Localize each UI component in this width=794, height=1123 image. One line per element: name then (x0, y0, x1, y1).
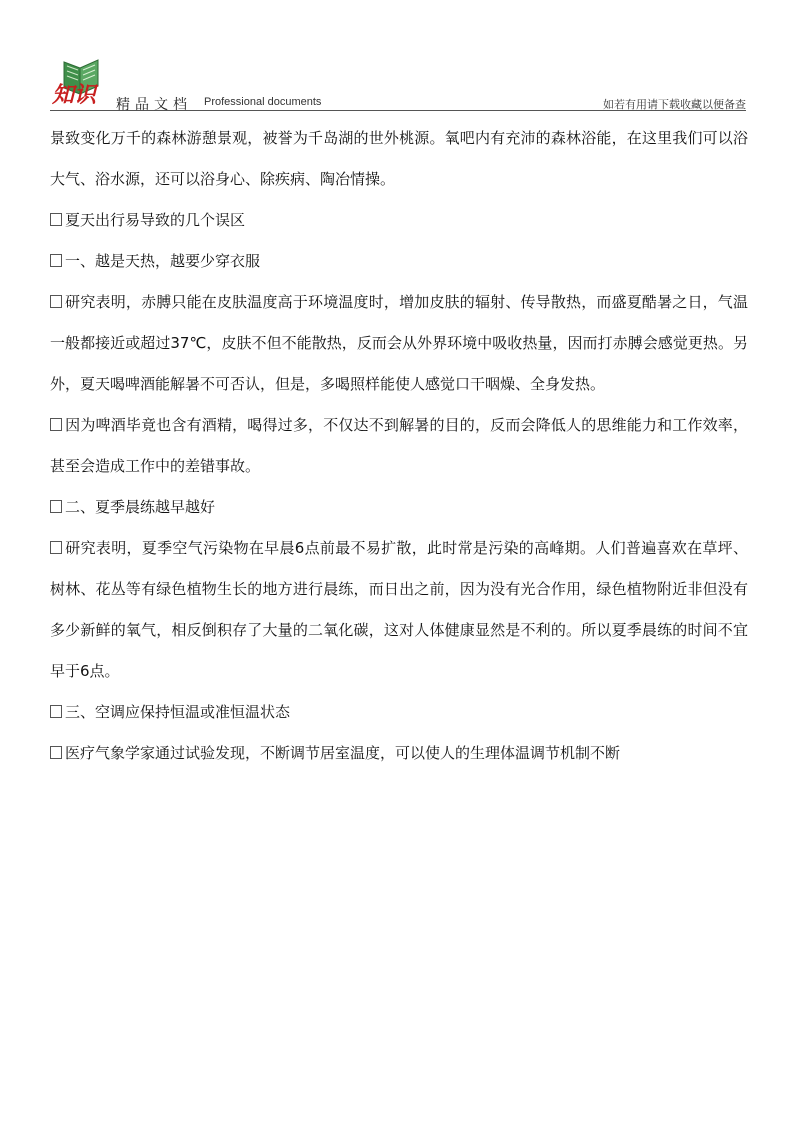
brand-subtitle: Professional documents (204, 96, 322, 108)
placeholder-box-icon (50, 295, 62, 308)
paragraph: 景致变化万千的森林游憩景观，被誉为千岛湖的世外桃源。氧吧内有充沛的森林浴能，在这里我们可以浴大气、浴水源，还可以浴身心、除疾病、陶冶情操。 (50, 129, 748, 188)
brand-title: 精品文档 (116, 97, 192, 113)
section-heading: 二、夏季晨练越早越好 (50, 487, 748, 528)
document-body (50, 118, 748, 774)
header-note: 如若有用请下载收藏以便备查 (603, 98, 746, 111)
paragraph: 因为啤酒毕竟也含有酒精，喝得过多，不仅达不到解暑的目的，反而会降低人的思维能力和工作效率，甚至会造成工作中的差错事故。 (50, 416, 748, 475)
placeholder-box-icon (50, 254, 62, 267)
placeholder-box-icon (50, 705, 62, 718)
placeholder-box-icon (50, 213, 62, 226)
paragraph: 研究表明，赤膊只能在皮肤温度高于环境温度时，增加皮肤的辐射、传导散热，而盛夏酷暑之日，气温一般都接近或超过37℃，皮肤不但不能散热，反而会从外界环境中吸收热量，因而打赤膊会感觉更热。另外，夏天喝啤酒能解暑不可否认，但是，多喝照样能使人感觉口干咽燥、全身发热。 (50, 293, 748, 393)
paragraph: 医疗气象学家通过试验发现，不断调节居室温度，可以使人的生理体温调节机制不断 (50, 733, 748, 774)
placeholder-box-icon (50, 746, 62, 759)
placeholder-box-icon (50, 418, 62, 431)
placeholder-box-icon (50, 500, 62, 513)
placeholder-box-icon (50, 541, 62, 554)
book-logo-icon (50, 52, 112, 108)
section-heading: 一、越是天热，越要少穿衣服 (50, 241, 748, 282)
paragraph: 研究表明，夏季空气污染物在早晨6点前最不易扩散，此时常是污染的高峰期。人们普遍喜欢在草坪、树林、花丛等有绿色植物生长的地方进行晨练，而日出之前，因为没有光合作用，绿色植物附近非但没有多少新鲜的氧气，相反倒积存了大量的二氧化碳，这对人体健康显然是不利的。所以夏季晨练的时间不宜早于6点。 (50, 539, 748, 680)
svg-text:知识: 知识 (52, 82, 97, 108)
logo (50, 52, 112, 108)
section-heading: 夏天出行易导致的几个误区 (50, 200, 748, 241)
section-heading: 三、空调应保持恒温或准恒温状态 (50, 692, 748, 733)
page-header (50, 52, 746, 111)
